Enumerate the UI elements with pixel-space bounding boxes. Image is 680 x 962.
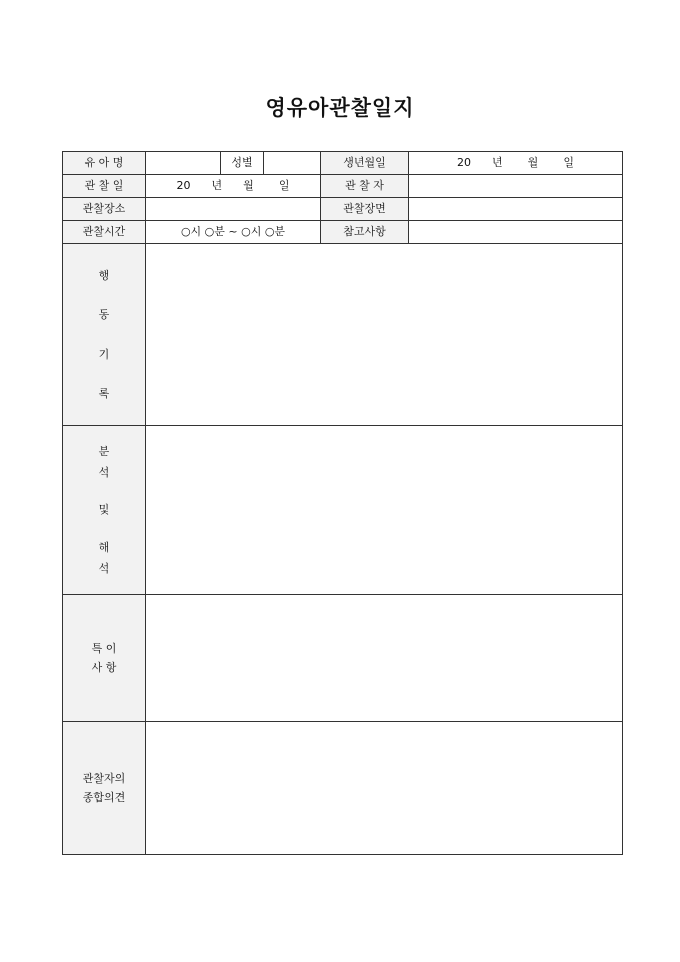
observer-opinion-field[interactable]	[146, 722, 623, 855]
row-special-notes	[63, 595, 623, 722]
birth-month-unit: 월	[527, 156, 539, 170]
special-notes-field[interactable]	[146, 595, 623, 722]
date-day-unit: 일	[278, 179, 290, 193]
birth-day-unit: 일	[563, 156, 574, 170]
row-analysis	[63, 426, 623, 595]
observation-scene-label: 관찰장면	[321, 198, 409, 221]
birthdate-label: 생년월일	[321, 152, 409, 175]
child-name-field[interactable]	[146, 152, 221, 175]
observation-scene-field[interactable]	[409, 198, 623, 221]
observation-place-field[interactable]	[146, 198, 321, 221]
observation-time-field[interactable]: ○시 ○분 ~ ○시 ○분	[146, 221, 321, 244]
analysis-char-2: 석	[98, 466, 110, 480]
observer-opinion-line-2: 종합의견	[82, 791, 126, 804]
analysis-char-3: 및	[98, 503, 110, 517]
analysis-char-4: 해	[98, 540, 110, 554]
special-notes-line-2: 사 항	[91, 661, 117, 674]
observation-date-label: 관 찰 일	[63, 175, 146, 198]
row-child-info	[63, 152, 623, 175]
observation-date-field[interactable]	[146, 175, 321, 198]
gender-label: 성별	[221, 152, 264, 175]
observer-field[interactable]	[409, 175, 623, 198]
birth-year: 20	[457, 156, 472, 170]
observer-opinion-label	[63, 722, 146, 855]
observer-label: 관 찰 자	[321, 175, 409, 198]
observation-time-label: 관찰시간	[63, 221, 146, 244]
row-observation-date	[63, 175, 623, 198]
behavior-char-4: 록	[98, 386, 110, 400]
reference-field[interactable]	[409, 221, 623, 244]
behavior-record-label	[63, 244, 146, 426]
date-month-unit: 월	[243, 179, 254, 193]
observer-opinion-line-1: 관찰자의	[82, 771, 126, 785]
analysis-char-1: 분	[98, 445, 110, 459]
row-observation-time	[63, 221, 623, 244]
behavior-char-1: 행	[98, 269, 110, 283]
birth-year-unit: 년	[492, 156, 503, 170]
date-year-unit: 년	[211, 179, 223, 193]
analysis-label	[63, 426, 146, 595]
page-title: 영유아관찰일지	[265, 96, 415, 120]
observation-form	[62, 151, 623, 855]
behavior-char-3: 기	[98, 347, 110, 361]
observation-place-label: 관찰장소	[63, 198, 146, 221]
child-name-label: 유 아 명	[63, 152, 146, 175]
analysis-field[interactable]	[146, 426, 623, 595]
special-notes-line-1: 특 이	[91, 641, 117, 655]
row-behavior-record	[63, 244, 623, 426]
date-year: 20	[176, 179, 191, 193]
row-observation-place	[63, 198, 623, 221]
row-observer-opinion	[63, 722, 623, 855]
birthdate-field[interactable]	[409, 152, 623, 175]
reference-label: 참고사항	[321, 221, 409, 244]
analysis-char-5: 석	[98, 561, 110, 575]
special-notes-label	[63, 595, 146, 722]
gender-field[interactable]	[264, 152, 321, 175]
behavior-char-2: 동	[98, 308, 110, 322]
behavior-record-field[interactable]	[146, 244, 623, 426]
